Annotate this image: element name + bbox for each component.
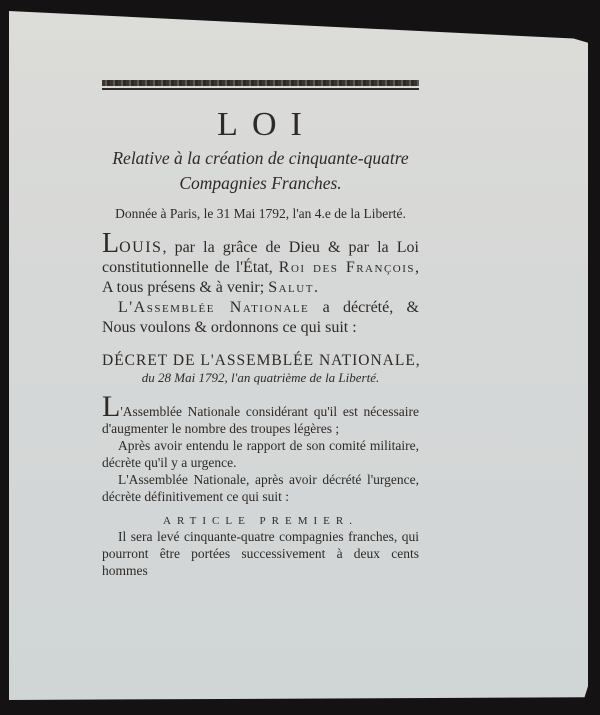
preamble-line-3 [102,278,419,298]
body-line [102,390,419,423]
drop-capital: L [102,228,120,259]
king-name: OUIS [119,239,163,256]
given-date-line: Donnée à Paris, le 31 Mai 1792, l'an 4.e de la Liberté. [115,206,406,221]
subtitle-line-1: Relative à la création de cinquante-quatre [112,148,409,168]
page-title: LOI [217,106,316,143]
body-line: décrète qu'il y a urgence. [102,455,237,470]
decree-body [102,390,419,505]
preamble-line-5: Nous voulons & ordonnons ce qui suit : [102,319,357,336]
document-content [102,80,419,579]
rule-line [102,88,419,90]
preamble-text: , par la grâce de Dieu & par la Loi [162,239,419,256]
punctuation: . [313,279,318,296]
preamble-line-4 [102,298,419,318]
preamble [102,228,420,338]
body-line: d'augmenter le nombre des troupes légères ; [102,421,340,436]
preamble-text: A tous présens & à venir; [102,279,269,296]
royal-title: Roi des François [278,259,416,276]
ornamental-rule [102,80,419,86]
assembly-name: L'Assemblée Nationale [118,299,310,316]
preamble-line-1 [102,228,419,259]
article-line: Il sera levé cinquante-quatre compagnies franches, qui [118,529,419,544]
salutation: Salut [268,279,314,296]
preamble-text: constitutionnelle de l'État, [102,259,279,276]
article-line: pourront être portées successivement à deux cents hommes [102,546,419,578]
punctuation: , [415,259,420,276]
subtitle-line-2: Compagnies Franches. [179,173,342,193]
body-line: décrète définitivement ce qui suit : [102,489,290,504]
drop-capital: L [102,390,121,423]
preamble-text: a décrété, & [309,299,420,316]
decree-heading: DÉCRET DE L'ASSEMBLÉE NATIONALE, [102,352,421,369]
preamble-line-2 [102,258,419,278]
body-text: 'Assemblée Nationale considérant qu'il est nécessaire [120,404,419,419]
decree-date: du 28 Mai 1792, l'an quatrième de la Liberté. [141,370,380,385]
body-line: Après avoir entendu le rapport de son comité militaire, [118,438,419,453]
article-heading: ARTICLE PREMIER. [163,515,358,527]
body-line: L'Assemblée Nationale, après avoir décrété l'urgence, [118,472,419,487]
